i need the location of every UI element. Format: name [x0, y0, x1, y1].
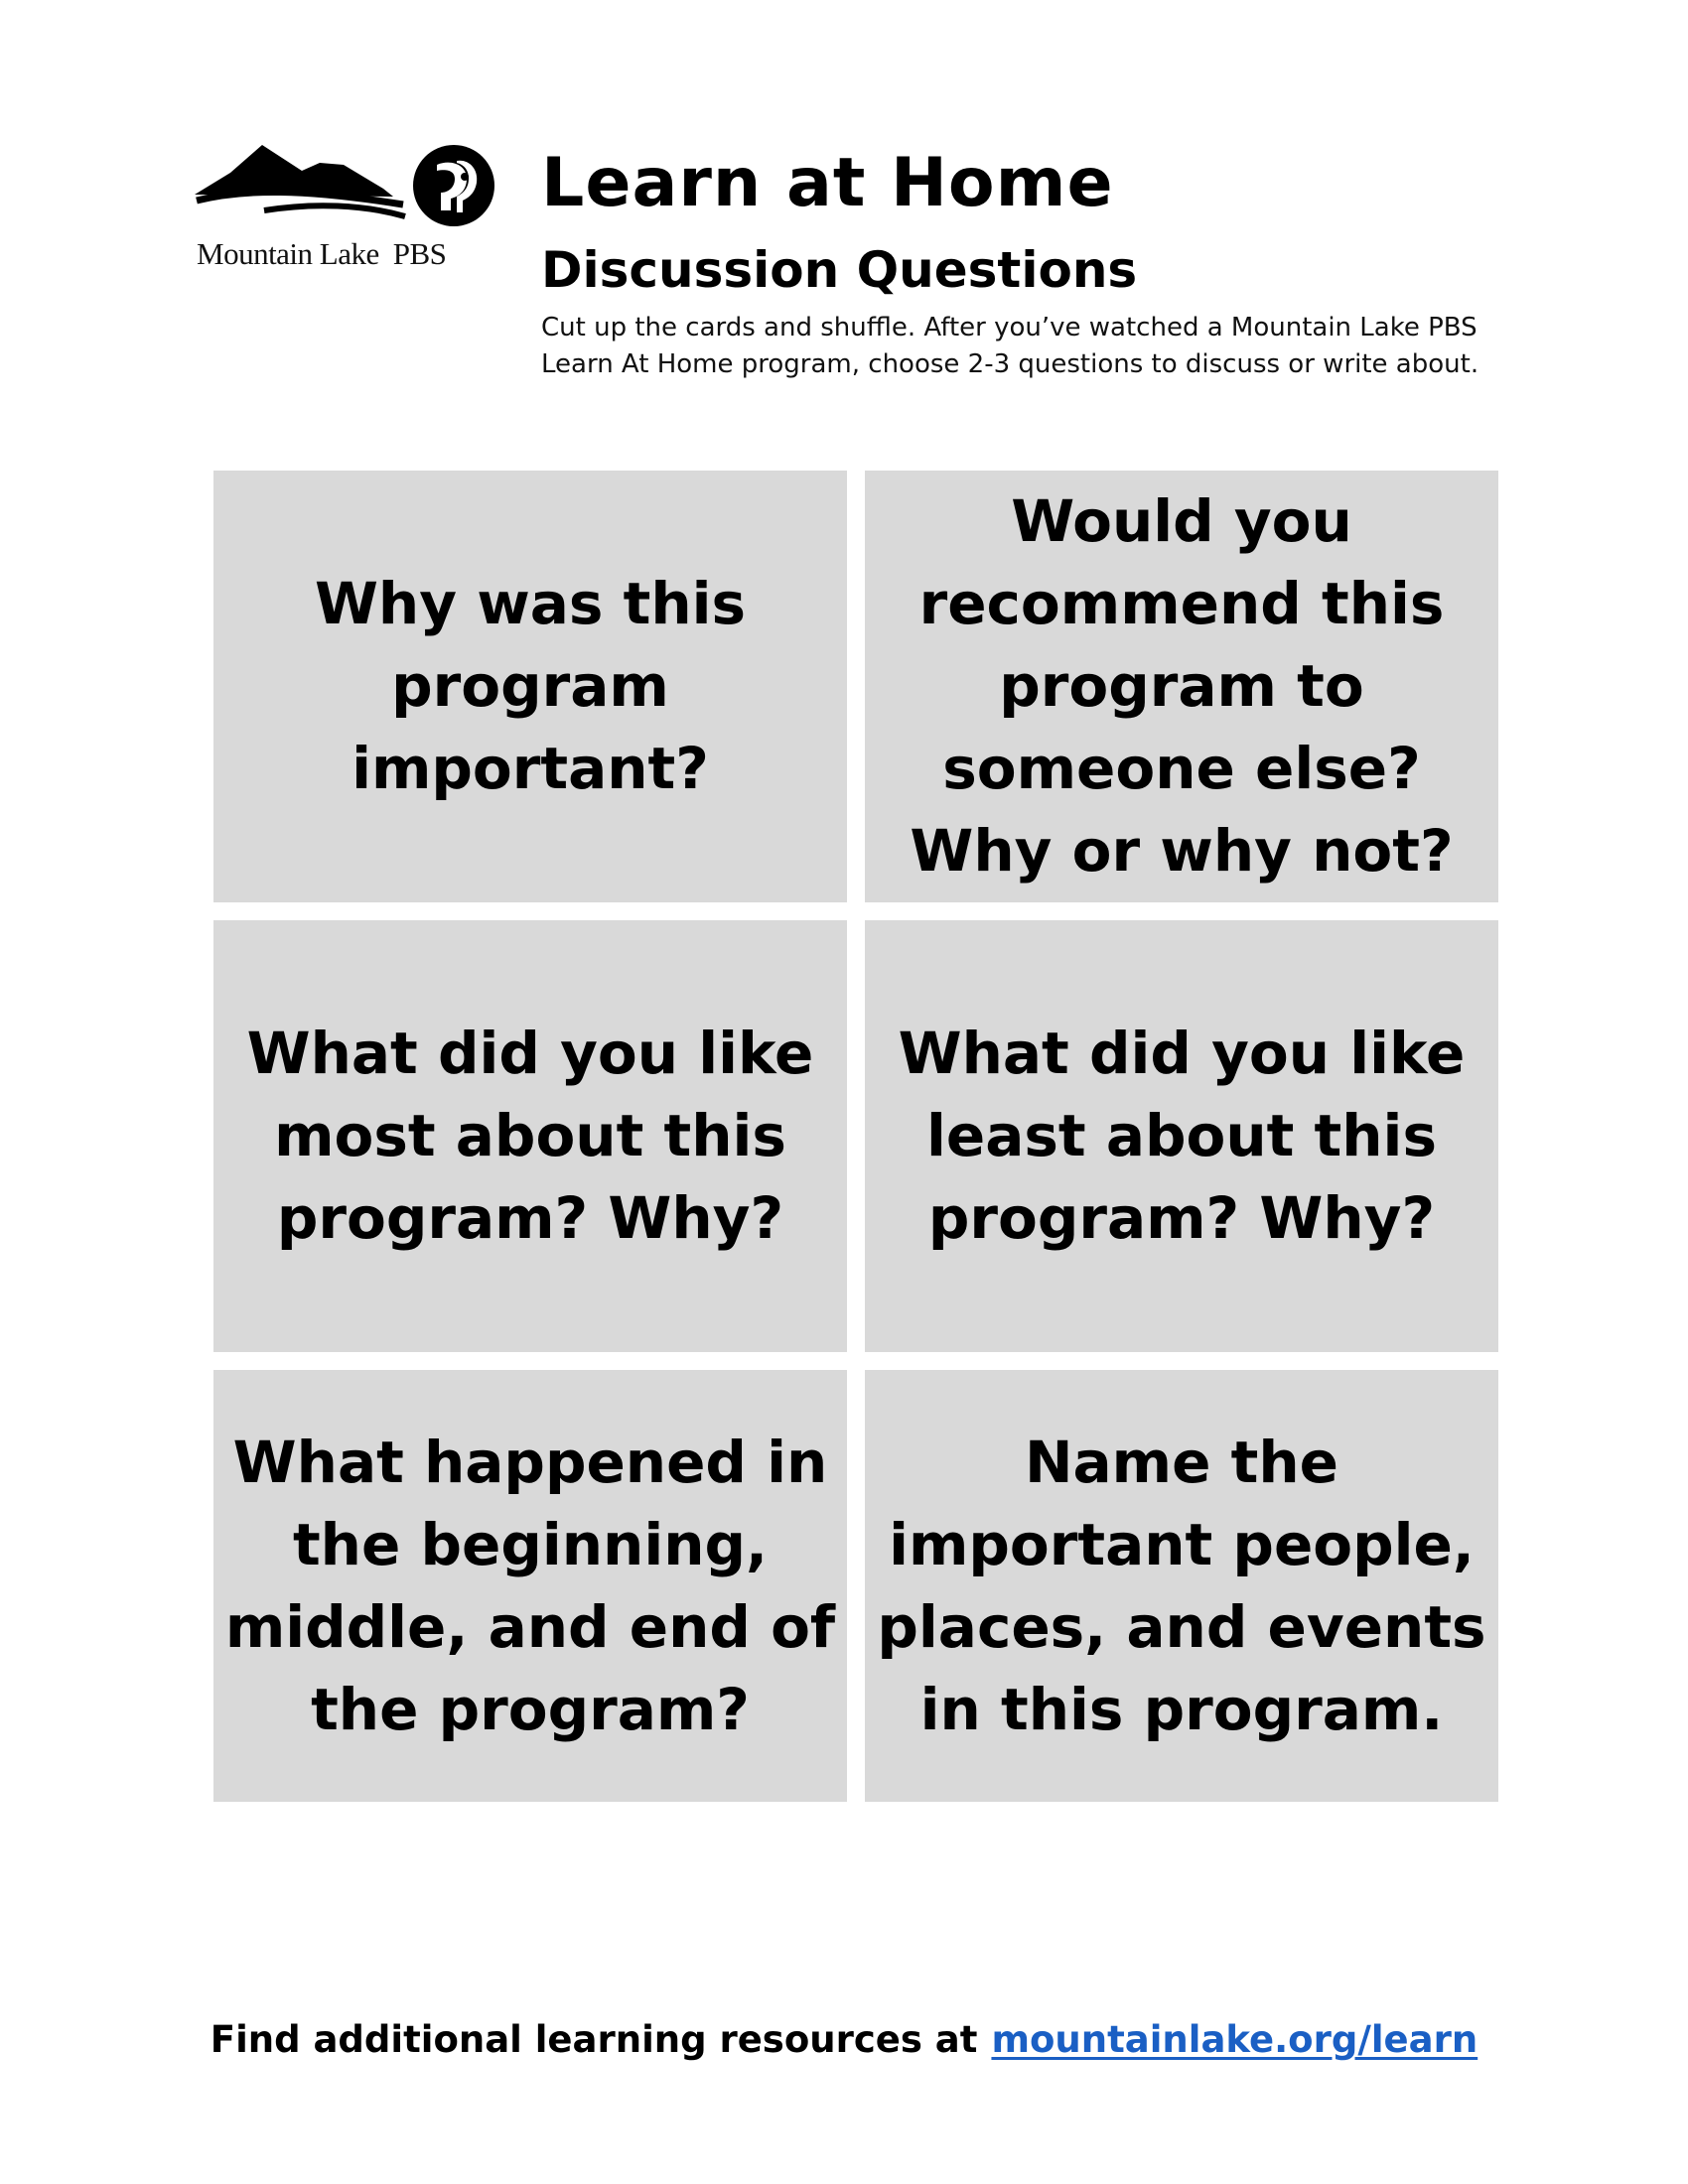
question-card: [865, 1370, 1498, 1802]
pbs-heads-icon: [411, 143, 496, 228]
question-text: Why was this program important?: [314, 570, 747, 802]
question-text: Would you recommend this program to someone else? Why or why not?: [910, 487, 1454, 885]
mountain-logo-icon: [195, 135, 408, 234]
logo-pbs: PBS: [392, 236, 447, 271]
question-text: What happened in the beginning, middle, and end of the program?: [224, 1428, 836, 1743]
footer-text: Find additional learning resources at: [210, 2018, 978, 2061]
mountain-lake-pbs-logo: [195, 135, 492, 274]
question-card: [213, 1370, 847, 1802]
question-text: What did you like least about this program? Why?: [898, 1020, 1466, 1252]
page-title: Learn at Home: [541, 144, 1114, 222]
logo-name: Mountain Lake: [197, 236, 379, 271]
logo-wordmark: [197, 236, 446, 272]
footer: [0, 2015, 1688, 2065]
question-card: [865, 471, 1498, 902]
instructions-text: Cut up the cards and shuffle. After you’ve watched a Mountain Lake PBS Learn At Home program, choose 2-3 questions to discuss or write about.: [541, 313, 1479, 379]
resources-link[interactable]: mountainlake.org/learn: [991, 2018, 1478, 2061]
page-subtitle: Discussion Questions: [541, 241, 1138, 299]
question-card: [213, 920, 847, 1352]
question-card: [213, 471, 847, 902]
question-text: What did you like most about this program? Why?: [246, 1020, 814, 1252]
question-card: [865, 920, 1498, 1352]
question-text: Name the important people, places, and events in this program.: [877, 1428, 1486, 1743]
